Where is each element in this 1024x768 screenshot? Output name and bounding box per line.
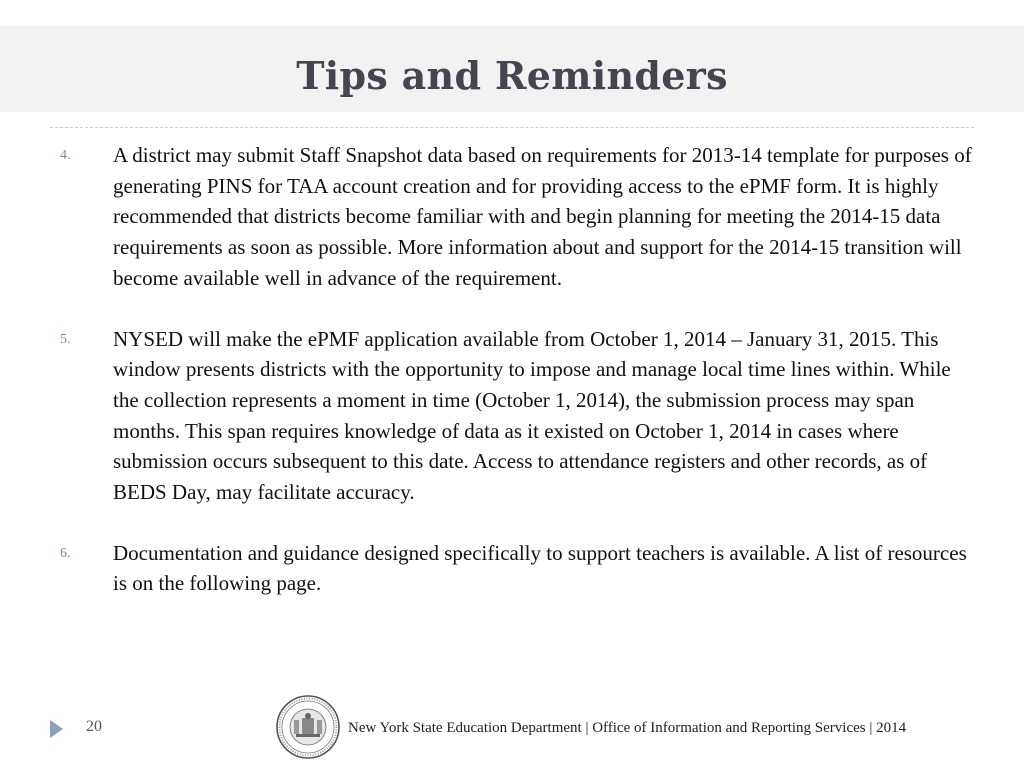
list-item bbox=[60, 538, 980, 599]
list-item-text: NYSED will make the ePMF application available from October 1, 2014 – January 31, 2015. This window presents districts with the opportunity to impose and manage local time lines within. While the collection represents a moment in time (October 1, 2014), the submission process may span months. This span requires knowledge of data as it existed on October 1, 2014 in cases where submission occurs subsequent to this date. Access to attendance registers and other records, as of BEDS Day, may facilitate accuracy. bbox=[113, 326, 951, 505]
list-item-number: 5. bbox=[60, 331, 71, 347]
nys-education-seal-icon bbox=[274, 694, 342, 760]
list-item bbox=[60, 140, 980, 294]
page-number: 20 bbox=[86, 718, 102, 735]
play-arrow-icon bbox=[50, 720, 63, 738]
list-item bbox=[60, 324, 980, 508]
footer-text: New York State Education Department | Office of Information and Reporting Services | 2014 bbox=[348, 720, 907, 736]
list-item-number: 4. bbox=[60, 148, 71, 163]
list-item-number: 6. bbox=[60, 545, 71, 561]
list-item-text: A district may submit Staff Snapshot data based on requirements for 2013-14 template for purposes of generating PINS for TAA account creation and for providing access to the ePMF form. It is highly recommended that districts become familiar with and begin planning for meeting the 2014-15 data requirements as soon as possible. More information about and support for the 2014-15 transition will become available well in advance of the requirement. bbox=[113, 143, 972, 290]
title-divider bbox=[50, 127, 974, 128]
tips-list bbox=[60, 140, 980, 599]
slide-title: Tips and Reminders bbox=[296, 53, 728, 98]
list-item-text: Documentation and guidance designed specifically to support teachers is available. A list of resources is on the following page. bbox=[113, 540, 967, 596]
